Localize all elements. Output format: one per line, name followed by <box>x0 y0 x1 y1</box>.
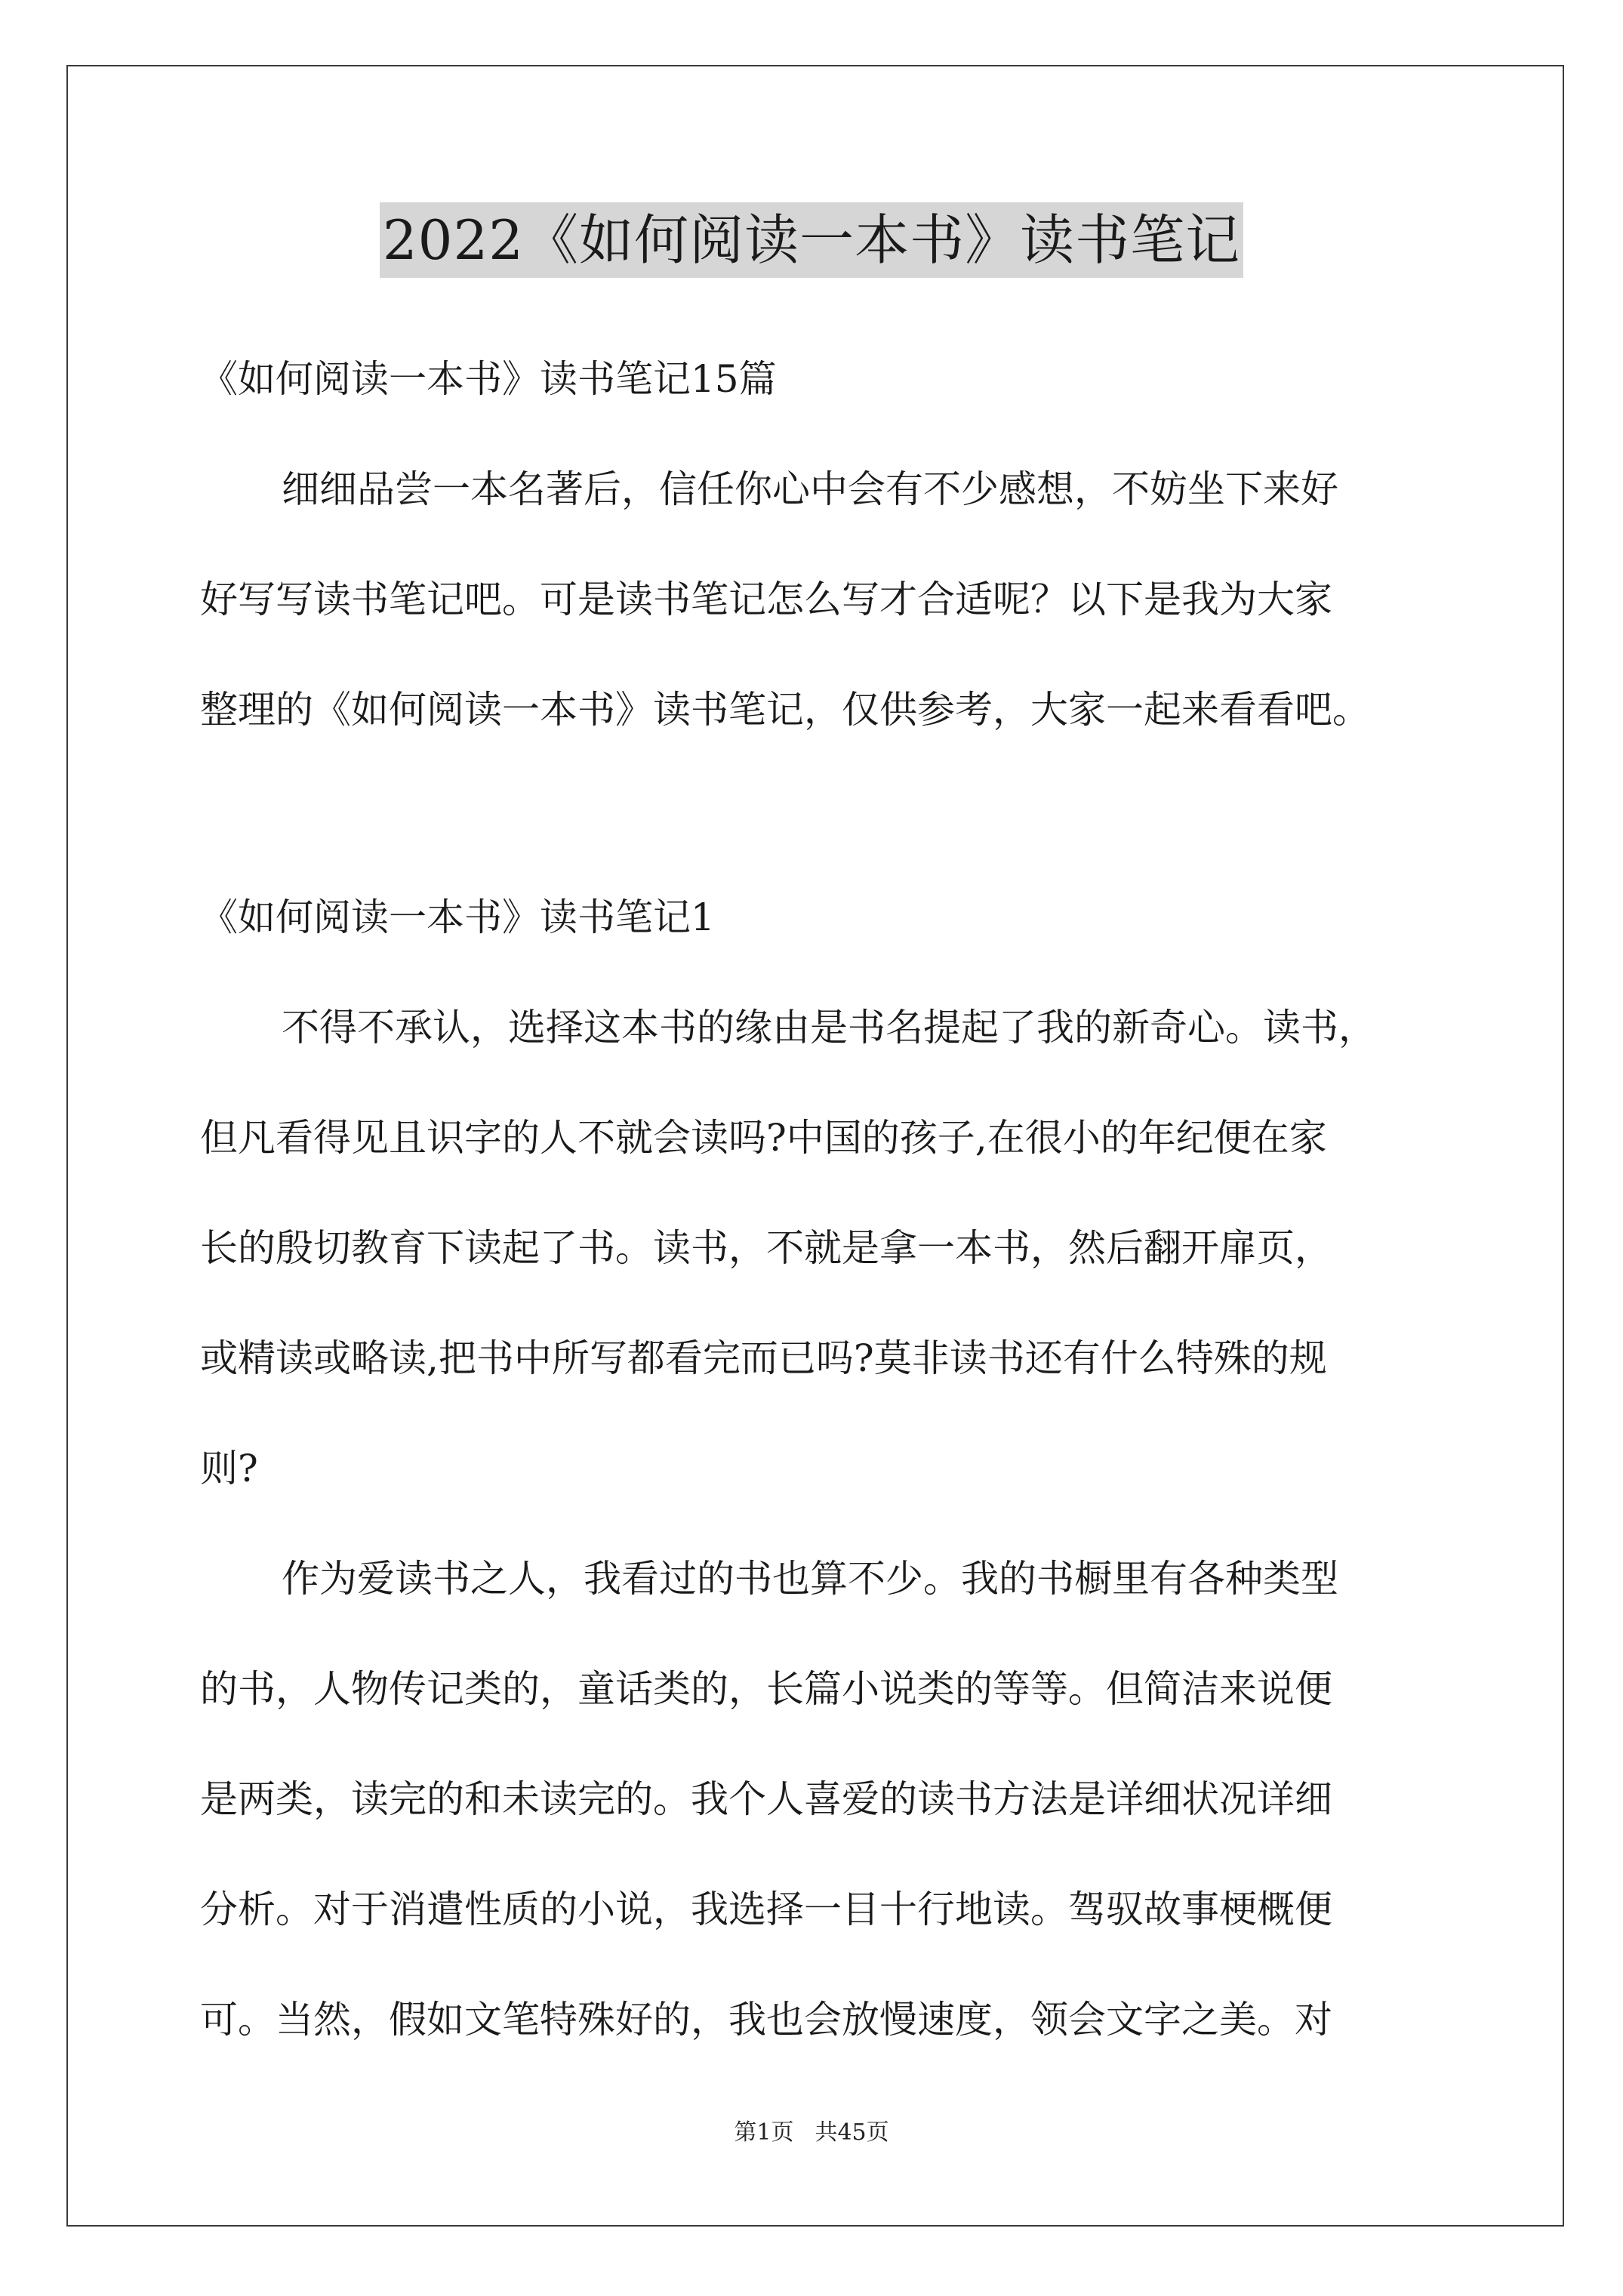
page-total: 共45页 <box>815 2119 889 2146</box>
page-number: 第1页 <box>734 2119 794 2146</box>
intro-line: 好写写读书笔记吧。可是读书笔记怎么写才合适呢？以下是我为大家 <box>200 578 1332 621</box>
paragraph-line: 是两类，读完的和未读完的。我个人喜爱的读书方法是详细状况详细 <box>200 1777 1332 1821</box>
paragraph-line: 长的殷切教育下读起了书。读书，不就是拿一本书，然后翻开扉页， <box>200 1226 1332 1270</box>
section-heading: 《如何阅读一本书》读书笔记1 <box>200 895 715 939</box>
title-container <box>0 202 1623 278</box>
paragraph-line: 不得不承认，选择这本书的缘由是书名提起了我的新奇心。读书， <box>282 1006 1376 1049</box>
paragraph-line: 可。当然，假如文笔特殊好的，我也会放慢速度，领会文字之美。对 <box>200 1998 1332 2042</box>
intro-heading: 《如何阅读一本书》读书笔记15篇 <box>200 357 777 401</box>
paragraph-line: 的书，人物传记类的，童话类的，长篇小说类的等等。但简洁来说便 <box>200 1667 1332 1711</box>
paragraph-line: 分析。对于消遣性质的小说，我选择一目十行地读。驾驭故事梗概便 <box>200 1888 1332 1931</box>
paragraph-line: 则? <box>200 1447 258 1490</box>
paragraph-line: 或精读或略读,把书中所写都看完而已吗?莫非读书还有什么特殊的规 <box>200 1336 1327 1380</box>
intro-line: 整理的《如何阅读一本书》读书笔记，仅供参考，大家一起来看看吧。 <box>200 688 1370 732</box>
page-footer <box>0 2118 1623 2148</box>
paragraph-line: 但凡看得见且识字的人不就会读吗?中国的孩子,在很小的年纪便在家 <box>200 1116 1327 1160</box>
document-title: 2022《如何阅读一本书》读书笔记 <box>380 202 1243 278</box>
intro-line: 细细品尝一本名著后，信任你心中会有不少感想，不妨坐下来好 <box>282 467 1338 511</box>
paragraph-line: 作为爱读书之人，我看过的书也算不少。我的书橱里有各种类型 <box>282 1557 1338 1601</box>
